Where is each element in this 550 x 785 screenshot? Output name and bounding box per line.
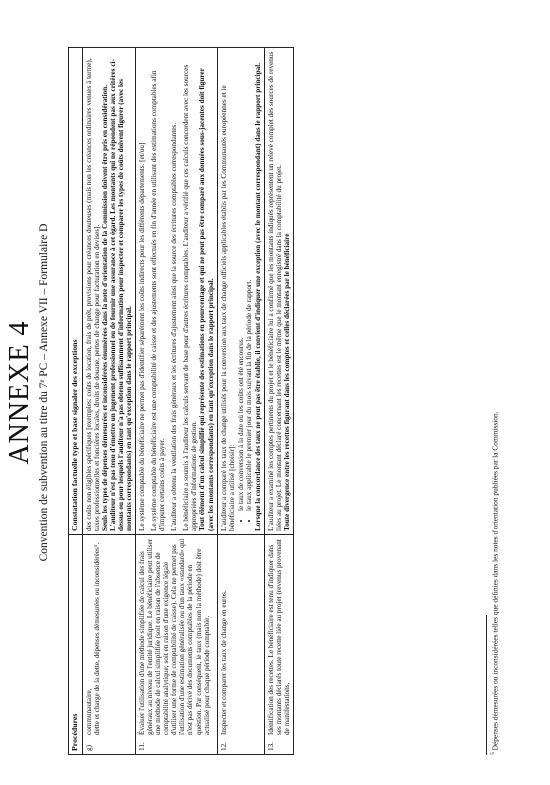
procedure-number: 11. <box>138 742 147 751</box>
procedures-table <box>68 47 294 755</box>
page-subtitle: Convention de subvention au titre du 7ᵉ PC – Annexe VII – Formulaire D <box>38 223 50 562</box>
footnote-mark: 5 <box>490 752 496 755</box>
finding-text: L'auditeur a comparé les taux de change utilisés pour la conversion aux taux de change officiels applicables établis par les Communautés européennes et le bénéficiaire a utilisé [choisir]: <box>219 85 236 531</box>
procedure-cell <box>136 535 218 755</box>
footnote-text: Dépenses démesurées ou inconsidérées telles que définies dans les notes d'orientation publiées par la Commission. <box>490 411 500 751</box>
finding-text: Le système comptable du bénéficiaire ne permet pas d'identifier séparément les coûts indirects pour les différents départements. [et/ou] <box>138 142 147 531</box>
finding-exception-text: Toute divergence entre les recettes figurant dans les comptes et celles déclarées par le bénéficiaire <box>283 233 292 531</box>
procedure-number: 13. <box>266 742 275 751</box>
table-row <box>217 48 264 755</box>
table-row <box>264 48 293 755</box>
procedure-text: dette et charge de la dette, dépenses démesurées ou inconsidérées⁵. <box>92 542 101 735</box>
procedure-text: Évaluer l'utilisation d'une méthode simplifiée de calcul des frais généraux au niveau de l'entité juridique. Le bénéficiaire peut utiliser une méthode de calcul simplifiée (soit en raison de l'absence de comptabilité analytique; soit en raison d'une exigence légale d'utiliser une forme de comptabilité de caisse). Cela ne permet pas l'utilisation d'une estimation généralisée ou d'un taux «standard» qui n'est pas dérivé des documents comptables de la période en question. Par conséquent, le taux (mais non la méthode) doit être actualisé pour chaque période comptable. <box>138 538 211 735</box>
finding-text: des coûts non éligibles spécifiques [exemples: coûts de location, frais de prêt, provisions pour créances douteuses (mais non les créances ordinaires venues à terme), taxes professionnelles et foncières locales, droits de douane, pertes de change pour facturation en devises]. <box>84 58 101 531</box>
table-header-row <box>69 48 83 755</box>
finding-text: Le bénéficiaire a soumis à l'auditeur les calculs servant de base pour d'autres écritures comptables. L'auditeur a vérifié que ces calculs concordent avec les sources appropriées d'informations de gestion. <box>182 64 199 531</box>
finding-cell <box>217 48 264 535</box>
finding-text: Le système comptable du bénéficiaire est une comptabilité de caisse et des ajustements sont effectués en fin d'année en utilisant des estimations comptables afin d'imputer certains coûts à payer. <box>150 70 167 531</box>
procedure-number: 12. <box>219 742 228 751</box>
procedure-number: g) <box>84 745 93 751</box>
annex-title: ANNEXE 4 <box>4 320 35 465</box>
list-item: • le taux applicable le premier jour du mois suivant la fin de la période de rapport. <box>245 51 253 511</box>
footnote-divider <box>486 615 487 755</box>
finding-text: L'auditeur a obtenu la ventilation des frais généraux et les écritures d'ajustement ainsi que la source des écritures comptables correspondantes. <box>170 122 179 531</box>
finding-exception-text: Tout élément d'un calcul simplifié qui représente des estimations en pourcentage et qui ne peut pas être comparé aux données sous-jacentes doit figurer (avec les montants correspondants) en tant qu'exception dans le rapport principal. <box>198 68 215 531</box>
procedure-text: communautaire, <box>84 688 93 735</box>
table-row <box>136 48 218 755</box>
col-header-procedures: Procédures <box>69 535 83 755</box>
finding-cell <box>264 48 293 535</box>
table-row <box>82 48 135 755</box>
procedure-text: Inspecter et comparer les taux de change en euros. <box>219 590 228 735</box>
col-header-findings: Constatation factuelle type et base signaler des exceptions <box>69 48 83 535</box>
finding-exception-text: Lorsque la concordance des taux ne peut pas être établie, il convient d'indiquer une exception (avec le montant correspondant) dans le rapport principal. <box>253 63 262 531</box>
finding-cell <box>136 48 218 535</box>
procedure-text: Identification des recettes. Le bénéficiaire est tenu d'indiquer dans ses montants déclarés toute recette liée au projet (revenus provenant de manifestations, <box>266 539 292 735</box>
finding-cell <box>82 48 135 535</box>
procedure-cell <box>82 535 135 755</box>
footnote <box>490 47 499 755</box>
procedure-cell <box>217 535 264 755</box>
finding-exception-text: Seuls les types de dépenses démesurées et inconsidérées énumérées dans la note d'orientation de la Commission doivent être pris en considération. L'auditeur n'est pas tenu d'émettre un jugement professionnel ou de fournir une assurance à cet égard. Les montants qui ne répondent pas aux critères ci-dessus ou pour lesquels l'auditeur n'a pas obtenu suffisamment d'information pour inspecter et comparer les types de coûts doivent figurer (avec les montants correspondants) en tant qu'exception dans le rapport principal. <box>100 59 134 531</box>
procedure-cell <box>264 535 293 755</box>
finding-text: L'auditeur a examiné les comptes pertinents du projet et le bénéficiaire lui a confirmé que les montants indiqués représentent un relevé complet des sources de revenus liées au projet. Le montant déclaré concernant les recettes est le même que le montant enregistré dans la comptabilité du projet. <box>266 51 283 531</box>
rate-options-list <box>237 51 253 531</box>
list-item: • le taux de conversion à la date où les coûts ont été encourus. <box>237 51 245 511</box>
